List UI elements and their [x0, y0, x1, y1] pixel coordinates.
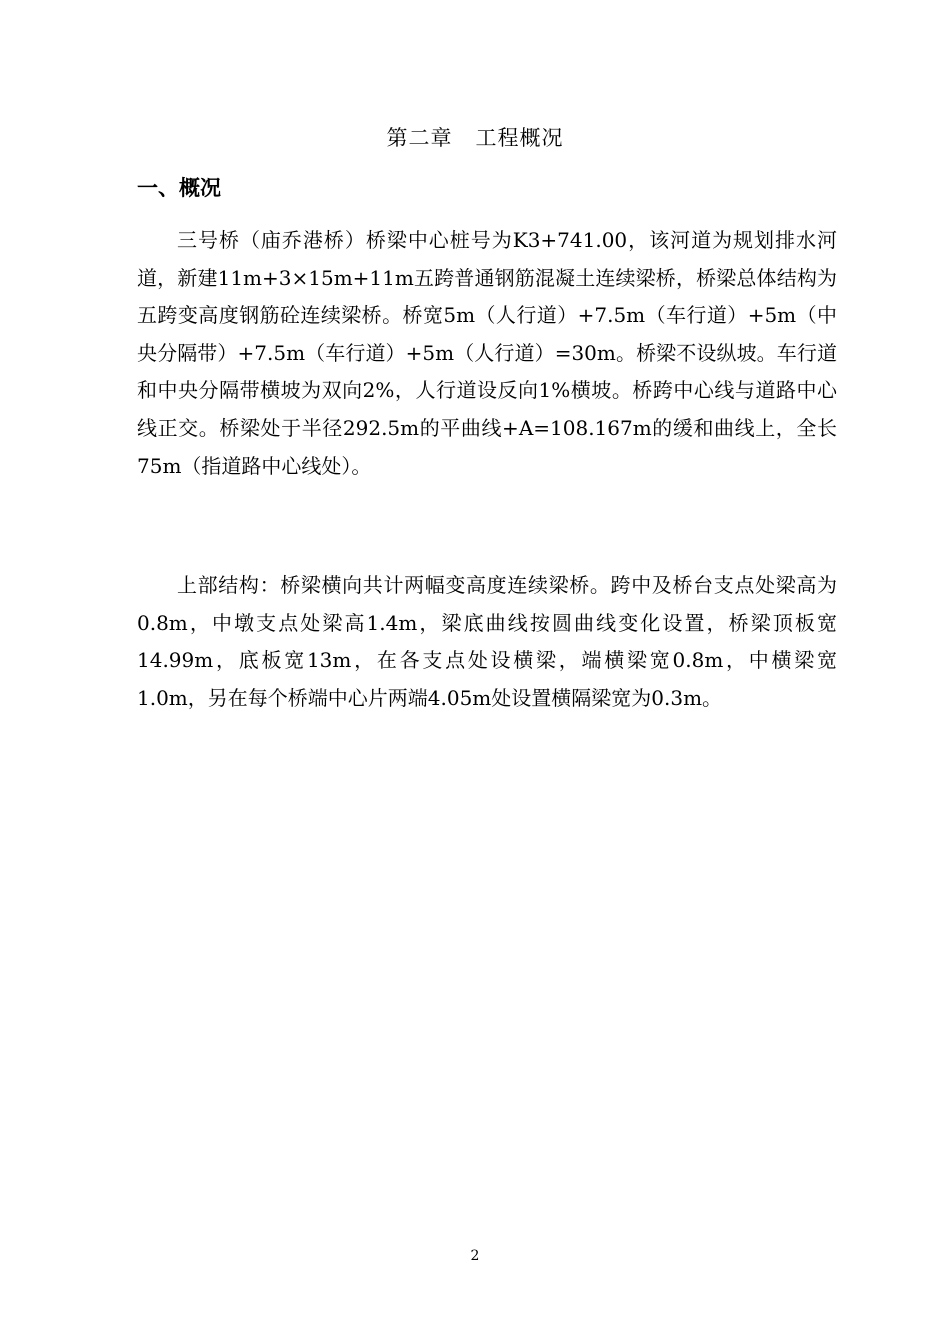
page-number: 2 [470, 1248, 480, 1264]
paragraph-overview: 三号桥（庙乔港桥）桥梁中心桩号为K3+741.00，该河道为规划排水河道，新建11m+3×15m+11m五跨普通钢筋混凝土连续梁桥，桥梁总体结构为五跨变高度钢筋砼连续梁桥。桥宽5m（人行道）+7.5m（车行道）+5m（中央分隔带）+7.5m（车行道）+5m（人行道）=30m。桥梁不设纵坡。车行道和中央分隔带横坡为双向2%，人行道设反向1%横坡。桥跨中心线与道路中心线正交。桥梁处于半径292.5m的平曲线+A=108.167m的缓和曲线上，全长75m（指道路中心线处）。 [137, 228, 837, 478]
paragraph-superstructure: 上部结构：桥梁横向共计两幅变高度连续梁桥。跨中及桥台支点处梁高为0.8m，中墩支点处梁高1.4m，梁底曲线按圆曲线变化设置，桥梁顶板宽14.99m，底板宽13m，在各支点处设横梁，端横梁宽0.8m，中横梁宽1.0m，另在每个桥端中心片两端4.05m处设置横隔梁宽为0.3m。 [137, 573, 837, 710]
chapter-title: 第二章 工程概况 [386, 126, 564, 150]
section-heading: 一、概况 [137, 176, 221, 200]
